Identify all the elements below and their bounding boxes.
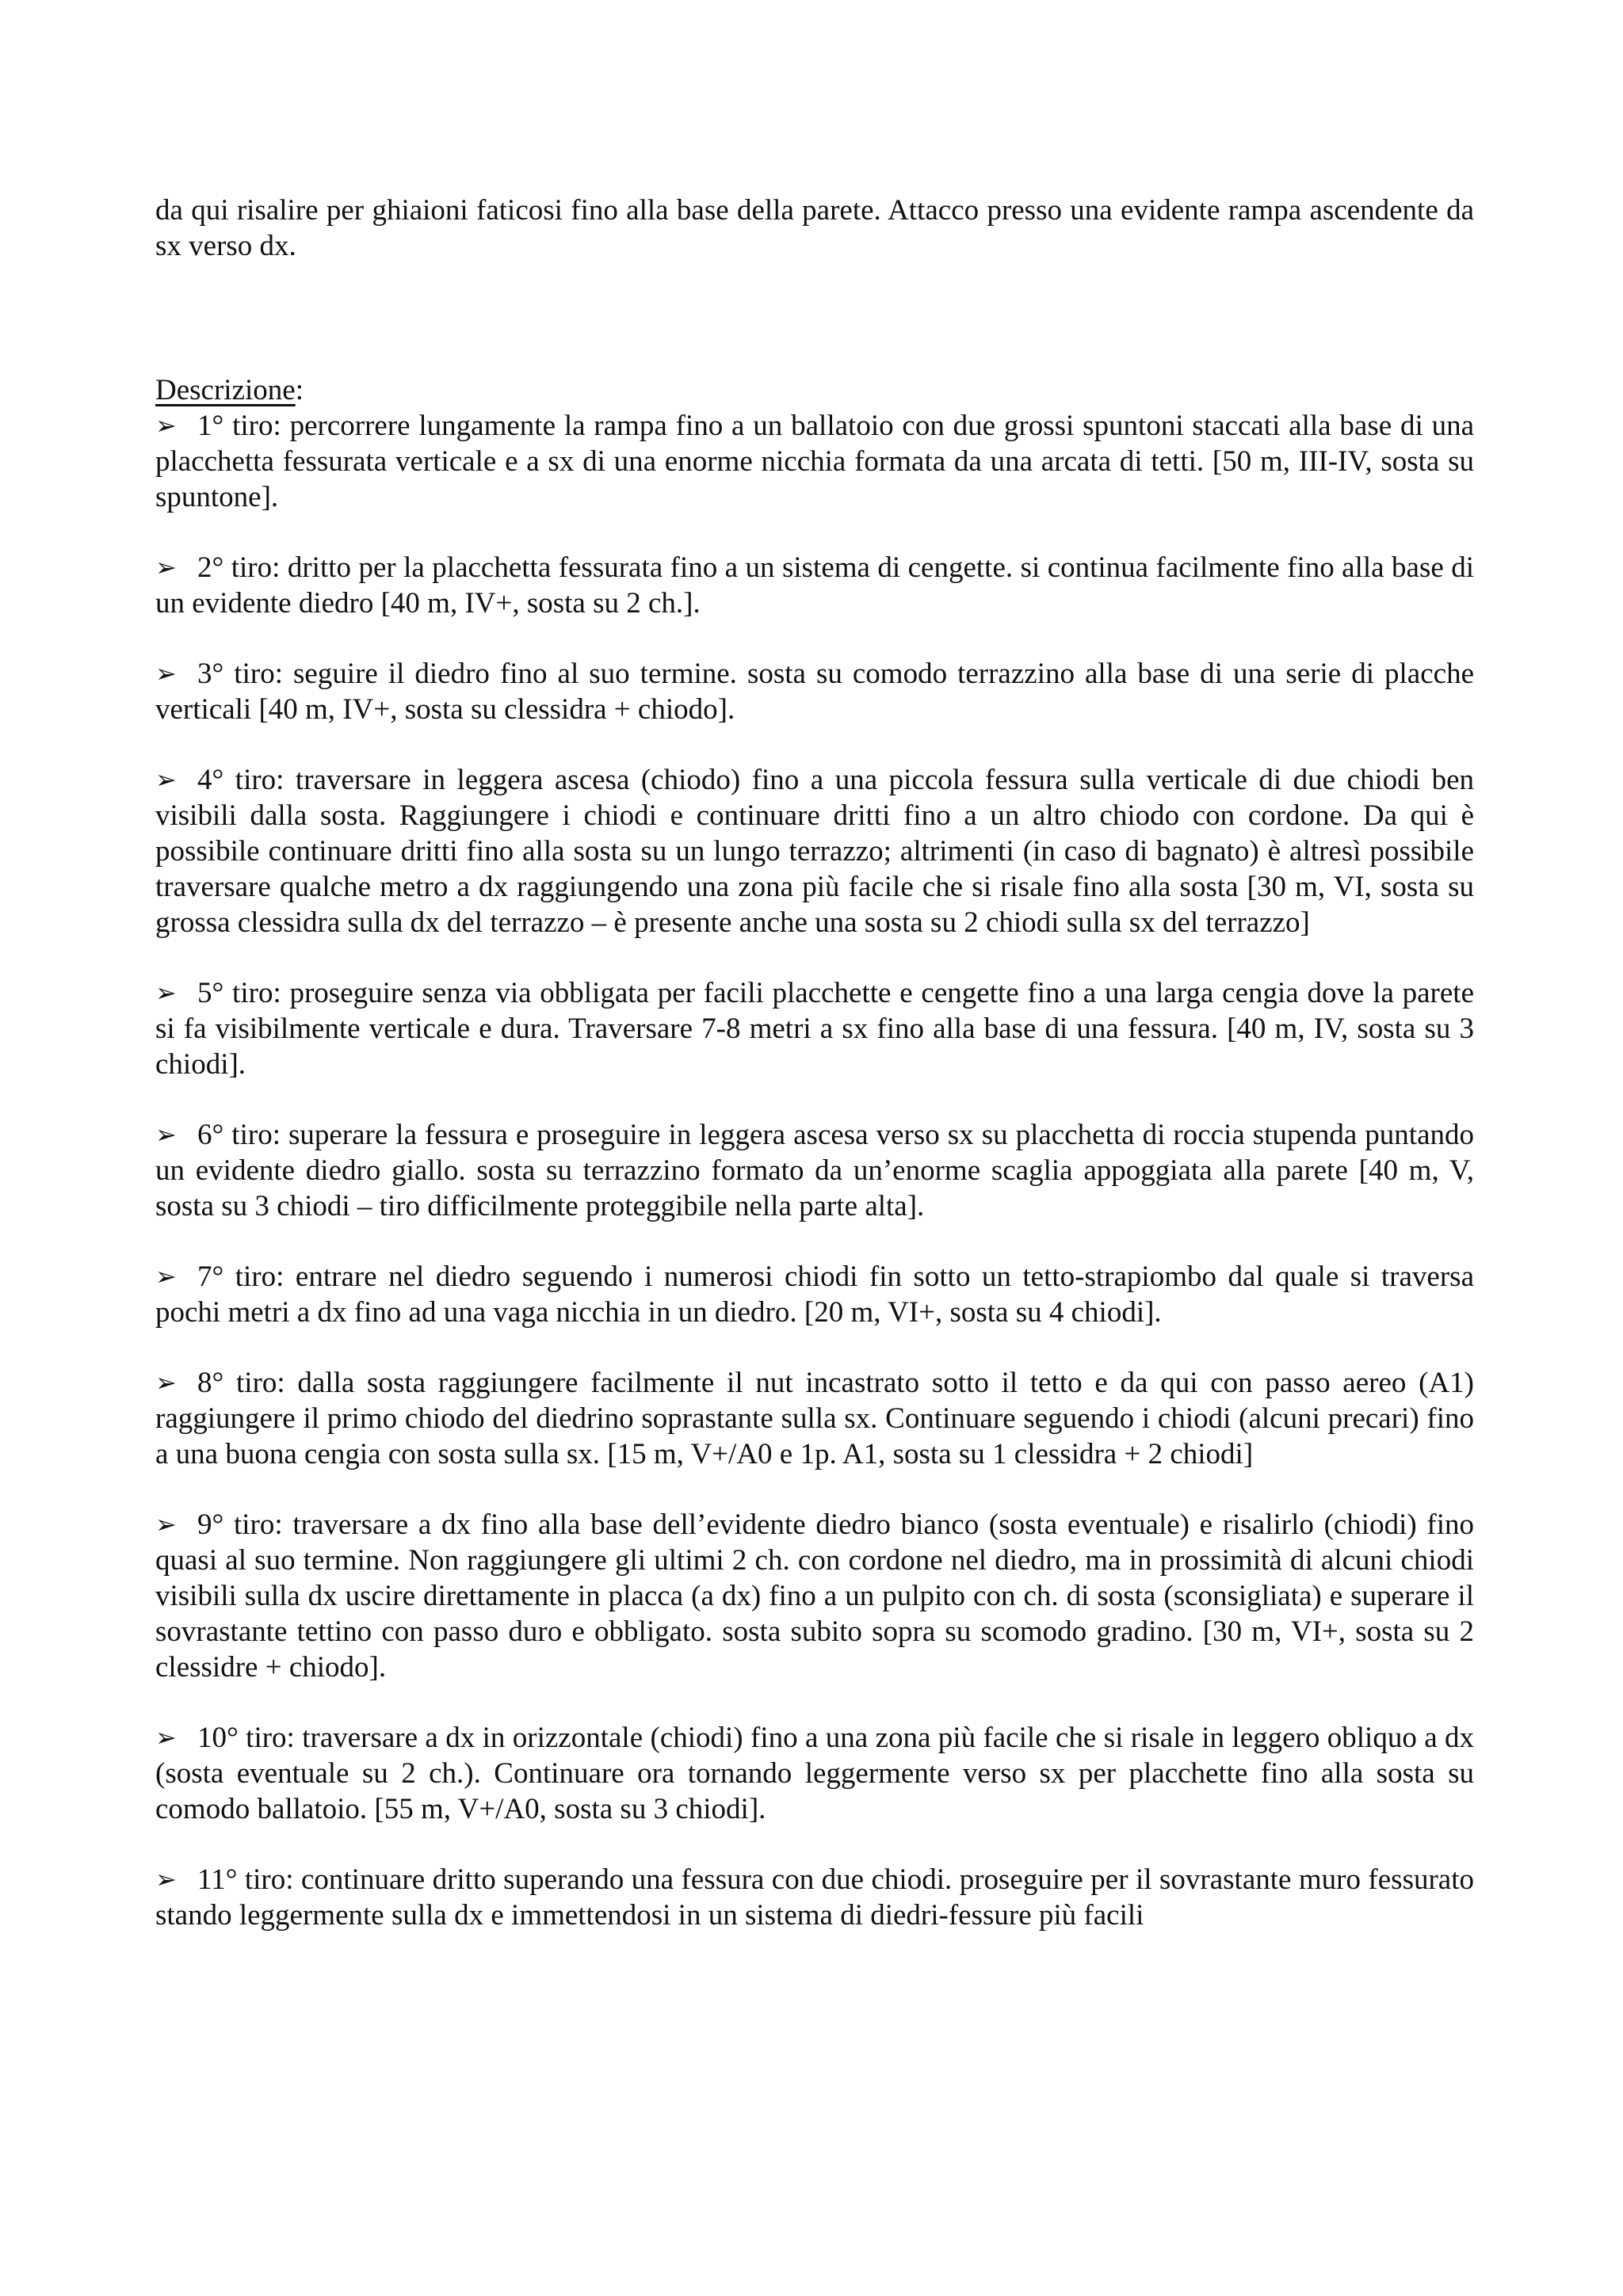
pitch-item [155, 762, 1474, 940]
pitch-item [155, 1862, 1474, 1933]
description-heading: Descrizione [155, 374, 296, 406]
pitch-item [155, 1259, 1474, 1330]
pitch-text: 4° tiro: traversare in leggera ascesa (chiodo) fino a una piccola fessura sulla verticale di due chiodi ben visibili dalla sosta. Raggiungere i chiodi e continuare dritti fino a un altro chiodo con cordone. Da qui è possibile continuare dritti fino alla sosta su un lungo terrazzo; altrimenti (in caso di bagnato) è altresì possibile traversare qualche metro a dx raggiungendo una zona più facile che si risale fino alla sosta [30 m, VI, sosta su grossa clessidra sulla dx del terrazzo – è presente anche una sosta su 2 chiodi sulla sx del terrazzo] [155, 764, 1474, 939]
pitch-text: 10° tiro: traversare a dx in orizzontale (chiodi) fino a una zona più facile che si risale in leggero obliquo a dx (sosta eventuale su 2 ch.). Continuare ora tornando leggermente verso sx per placchette fino alla sosta su comodo ballatoio. [55 m, V+/A0, sosta su 3 chiodi]. [155, 1722, 1474, 1825]
pitch-item [155, 656, 1474, 727]
pitch-item [155, 1117, 1474, 1224]
pitch-list [155, 408, 1474, 1933]
pitch-item [155, 1507, 1474, 1685]
arrow-bullet-icon: ➢ [155, 1261, 177, 1291]
arrow-bullet-icon: ➢ [155, 1722, 177, 1753]
pitch-item [155, 1720, 1474, 1827]
pitch-item [155, 975, 1474, 1082]
heading-colon: : [295, 374, 304, 406]
arrow-bullet-icon: ➢ [155, 1509, 177, 1539]
arrow-bullet-icon: ➢ [155, 765, 177, 795]
pitch-text: 6° tiro: superare la fessura e proseguire in leggera ascesa verso sx su placchetta di roccia stupenda puntando un evidente diedro giallo. sosta su terrazzino formato da un’enorme scaglia appoggiata alla parete [40 m, V, sosta su 3 chiodi – tiro difficilmente proteggibile nella parte alta]. [155, 1119, 1474, 1222]
arrow-bullet-icon: ➢ [155, 1864, 177, 1894]
pitch-item [155, 550, 1474, 621]
arrow-bullet-icon: ➢ [155, 978, 177, 1008]
intro-paragraph: da qui risalire per ghiaioni faticosi fino alla base della parete. Attacco presso una evidente rampa ascendente da sx verso dx. [155, 194, 1474, 262]
pitch-text: 2° tiro: dritto per la placchetta fessurata fino a un sistema di cengette. si continua facilmente fino alla base di un evidente diedro [40 m, IV+, sosta su 2 ch.]. [155, 551, 1474, 620]
arrow-bullet-icon: ➢ [155, 1367, 177, 1398]
pitch-text: 11° tiro: continuare dritto superando una fessura con due chiodi. proseguire per il sovrastante muro fessurato stando leggermente sulla dx e immettendosi in un sistema di diedri-fessure più facili [155, 1863, 1474, 1932]
arrow-bullet-icon: ➢ [155, 410, 177, 441]
description-heading-line [155, 372, 1474, 408]
arrow-bullet-icon: ➢ [155, 552, 177, 582]
arrow-bullet-icon: ➢ [155, 658, 177, 688]
pitch-text: 1° tiro: percorrere lungamente la rampa fino a un ballatoio con due grossi spuntoni staccati alla base di una placchetta fessurata verticale e a sx di una enorme nicchia formata da una arcata di tetti. [50 m, III-IV, sosta su spuntone]. [155, 410, 1474, 513]
pitch-item [155, 408, 1474, 515]
pitch-text: 3° tiro: seguire il diedro fino al suo termine. sosta su comodo terrazzino alla base di una serie di placche verticali [40 m, IV+, sosta su clessidra + chiodo]. [155, 658, 1474, 726]
pitch-item [155, 1365, 1474, 1472]
document-page [155, 193, 1474, 1968]
pitch-text: 5° tiro: proseguire senza via obbligata per facili placchette e cengette fino a una larga cengia dove la parete si fa visibilmente verticale e dura. Traversare 7-8 metri a sx fino alla base di una fessura. [40 m, IV, sosta su 3 chiodi]. [155, 977, 1474, 1081]
pitch-text: 8° tiro: dalla sosta raggiungere facilmente il nut incastrato sotto il tetto e da qui con passo aereo (A1) raggiungere il primo chiodo del diedrino soprastante sulla sx. Continuare seguendo i chiodi (alcuni precari) fino a una buona cengia con sosta sulla sx. [15 m, V+/A0 e 1p. A1, sosta su 1 clessidra + 2 chiodi] [155, 1367, 1474, 1470]
pitch-text: 7° tiro: entrare nel diedro seguendo i numerosi chiodi fin sotto un tetto-strapiombo dal quale si traversa pochi metri a dx fino ad una vaga nicchia in un diedro. [20 m, VI+, sosta su 4 chiodi]. [155, 1261, 1474, 1329]
pitch-text: 9° tiro: traversare a dx fino alla base dell’evidente diedro bianco (sosta eventuale) e risalirlo (chiodi) fino quasi al suo termine. Non raggiungere gli ultimi 2 ch. con cordone nel diedro, ma in prossimità di alcuni chiodi visibili sulla dx uscire direttamente in placca (a dx) fino a un pulpito con ch. di sosta (sconsigliata) e superare il sovrastante tettino con passo duro e obbligato. sosta subito sopra su scomodo gradino. [30 m, VI+, sosta su 2 clessidre + chiodo]. [155, 1508, 1474, 1684]
arrow-bullet-icon: ➢ [155, 1119, 177, 1150]
